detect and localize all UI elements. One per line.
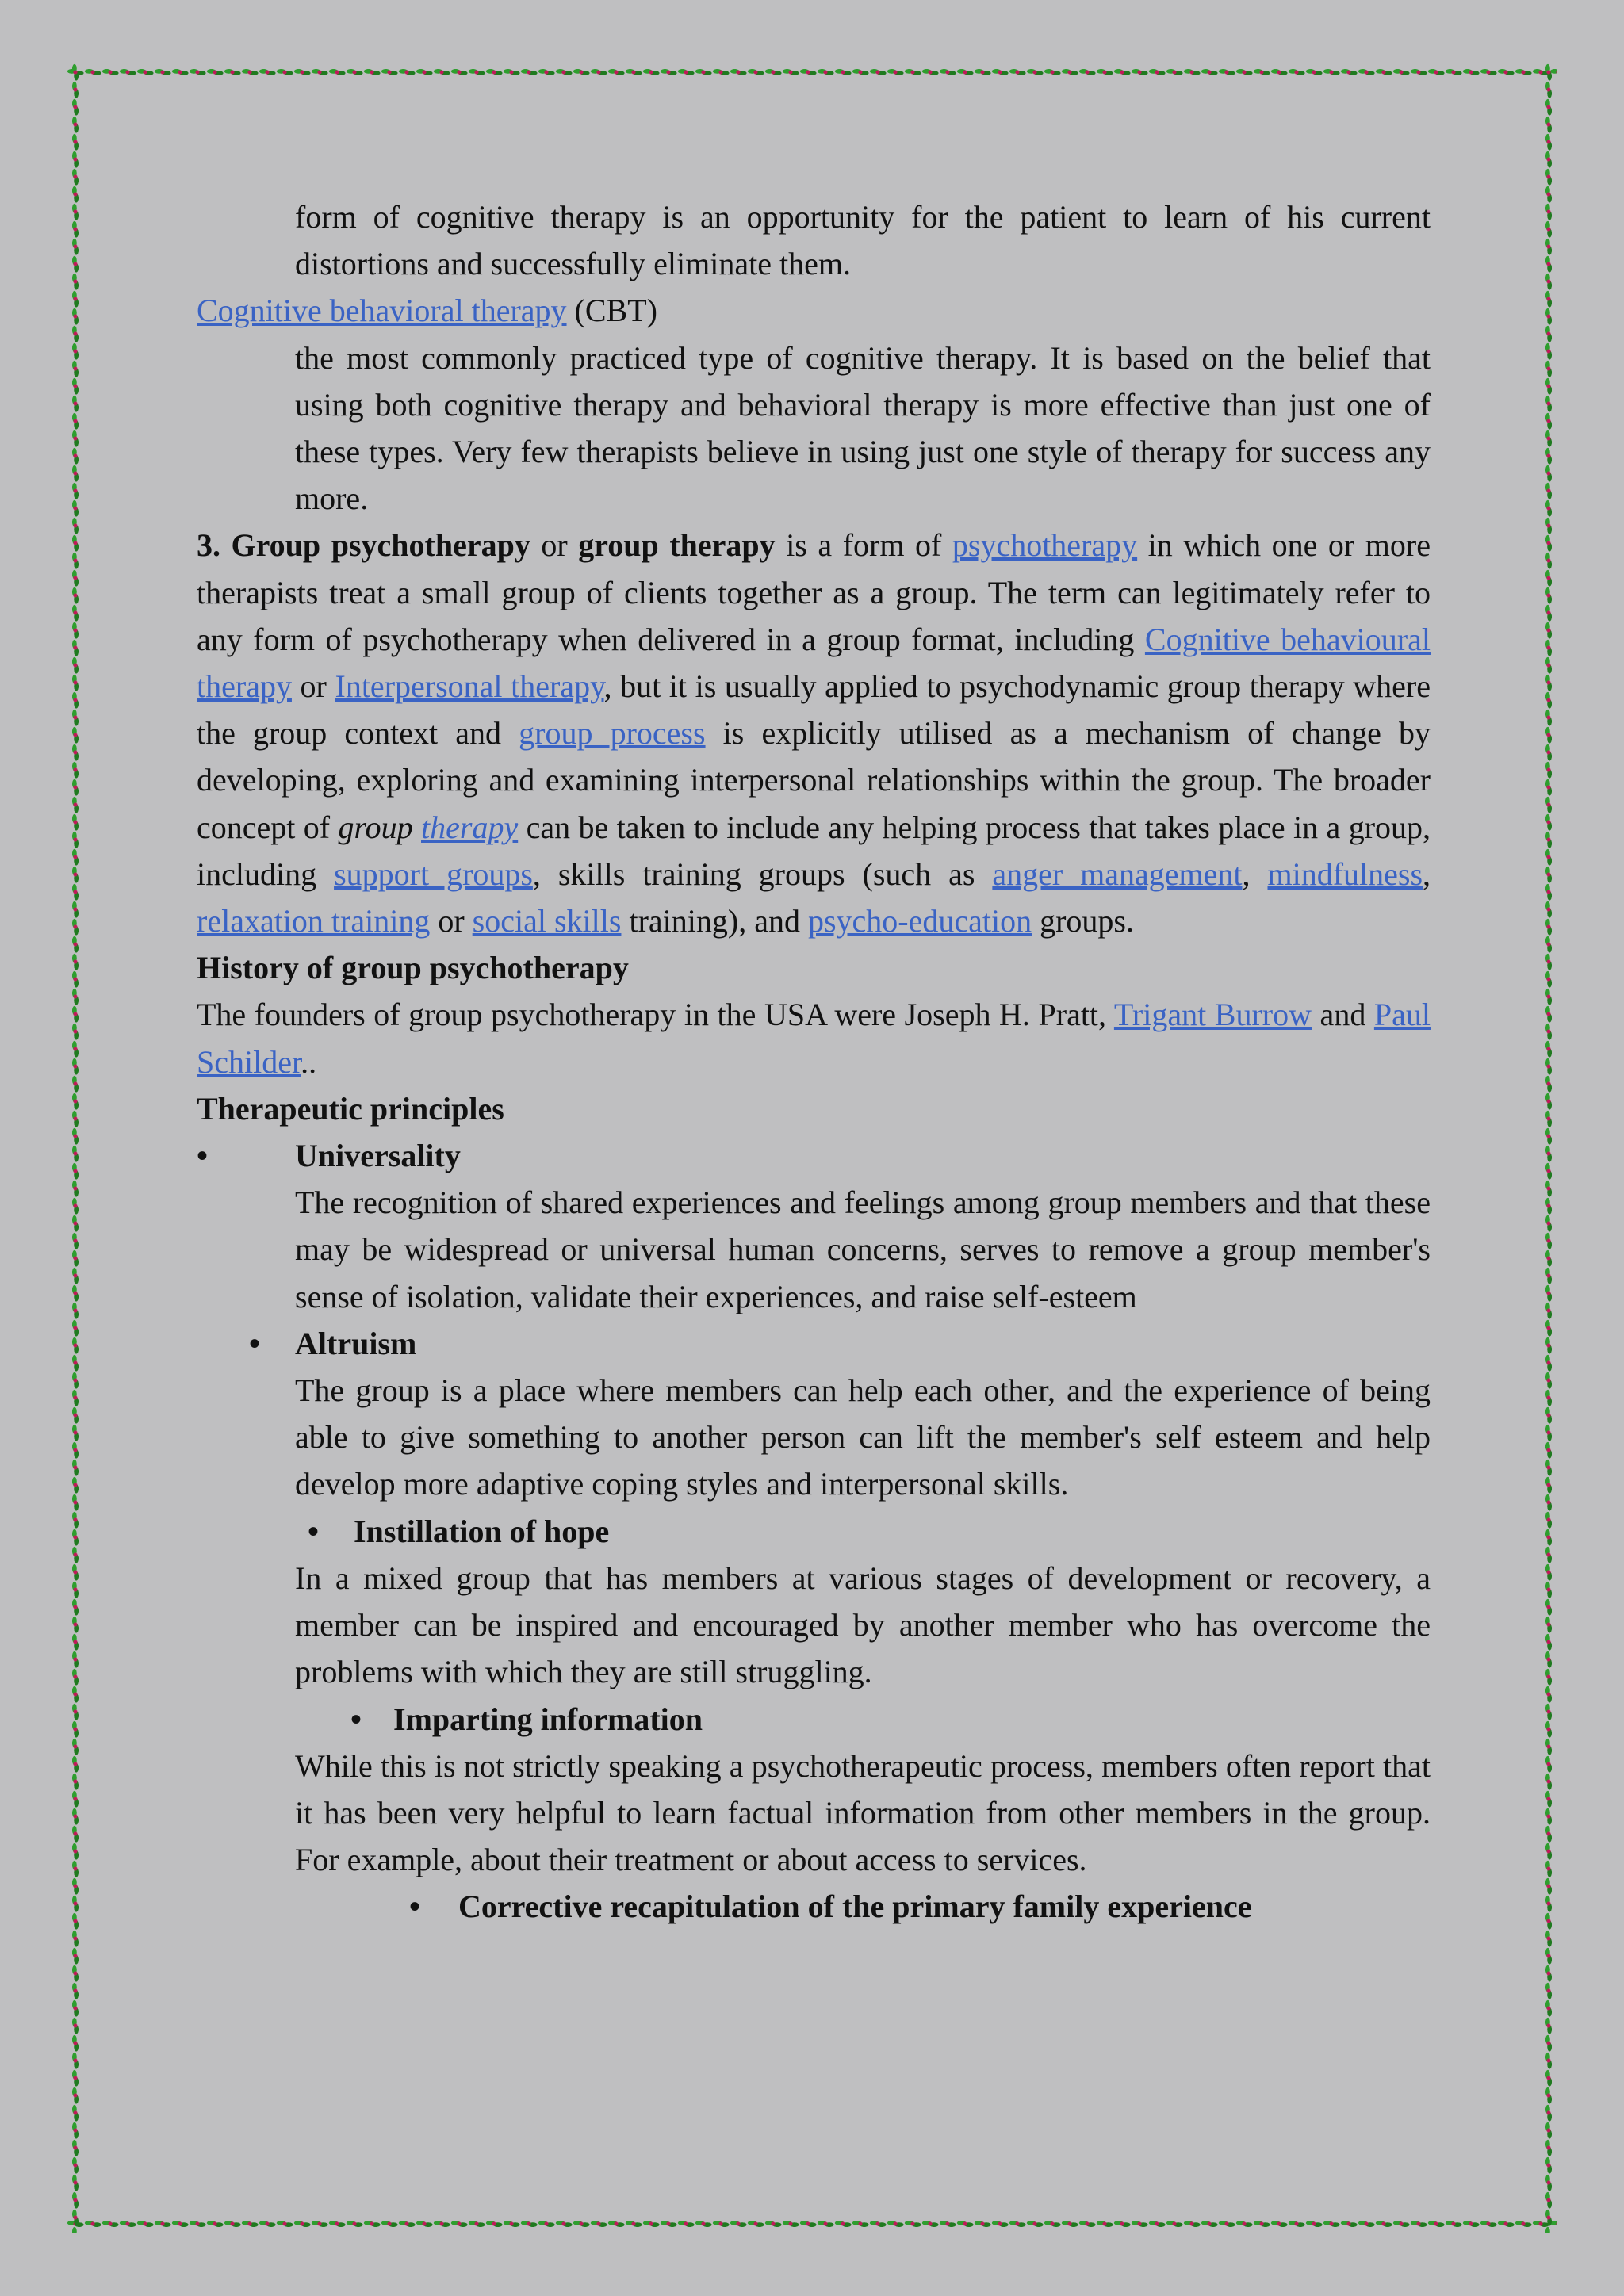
principle-title: Altruism [295, 1325, 417, 1361]
bullet-icon: • [409, 1888, 421, 1925]
principle-universality [197, 1132, 1431, 1179]
principle-text: While this is not strictly speaking a psychotherapeutic process, members often report that it has been very helpful to learn factual information from other members in the group. For example, about their treatment or about access to services. [295, 1747, 1431, 1878]
heading-history: History of group psychotherapy [197, 950, 629, 986]
link-trigant-burrow[interactable]: Trigant Burrow [1113, 997, 1312, 1033]
border-right [1540, 63, 1557, 2233]
link-mindfulness[interactable]: mindfulness [1267, 855, 1423, 892]
link-paul-schilder[interactable]: Paul Schilder [197, 997, 1431, 1080]
paragraph-group-psychotherapy: 3. Group psychotherapy or group therapy is a form of psychotherapy in which one or more therapists treat a small group of clients together as a group. The term can legitimately refer to any form of psychotherapy when delivered in a group format, including Cognitive behavioural therapy or Interpersonal therapy, but it is usually applied to psychodynamic group therapy where the group context and group process is explicitly utilised as a mechanism of change by developing, exploring and examining interpersonal relationships within the group. The broader concept of group therapy can be taken to include any helping process that takes place in a group, including support groups, skills training groups (such as anger management, mindfulness, relaxation training or social skills training), and psycho-education groups. [197, 527, 1431, 939]
link-support-groups[interactable]: support groups [334, 855, 533, 892]
border-bottom [67, 2215, 1557, 2233]
principle-text: The group is a place where members can help each other, and the experience of being able to give something to another person can lift the member's self esteem and help develop more adaptive coping styles and interpersonal skills. [295, 1372, 1431, 1502]
paragraph-history: The founders of group psychotherapy in the USA were Joseph H. Pratt, Trigant Burrow and Paul Schilder.. [197, 997, 1431, 1080]
principle-text: In a mixed group that has members at various stages of development or recovery, a member can be inspired and encouraged by another member who has overcome the problems with which they are still struggling. [295, 1559, 1431, 1690]
cbt-suffix: (CBT) [566, 293, 657, 329]
principle-corrective-recapitulation [197, 1883, 1431, 1930]
principle-title: Imparting information [393, 1701, 703, 1737]
principle-title: Instillation of hope [354, 1513, 610, 1549]
principle-title: Corrective recapitulation of the primary family experience [458, 1888, 1252, 1925]
bullet-icon: • [197, 1138, 209, 1174]
link-psychotherapy[interactable]: psychotherapy [952, 527, 1138, 564]
paragraph-cognitive-therapy-end: form of cognitive therapy is an opportunity for the patient to learn of his current distortions and successfully eliminate them. [295, 199, 1431, 282]
bullet-icon: • [308, 1513, 320, 1549]
link-social-skills[interactable]: social skills [472, 903, 622, 939]
document-body [197, 193, 1431, 1931]
link-relaxation-training[interactable]: relaxation training [197, 903, 431, 939]
border-left [67, 63, 84, 2233]
link-therapy[interactable]: therapy [421, 809, 519, 845]
link-cognitive-behavioral-therapy[interactable]: Cognitive behavioral therapy [197, 293, 567, 329]
link-psycho-education[interactable]: psycho-education [807, 903, 1032, 939]
cbt-heading [197, 287, 1431, 334]
principle-text: The recognition of shared experiences and feelings among group members and that these may be widespread or universal human concerns, serves to remove a group member's sense of isolation, validate their experiences, and raise self-esteem [295, 1184, 1431, 1314]
link-group-process[interactable]: group process [519, 715, 706, 752]
principle-title: Universality [295, 1138, 461, 1174]
link-anger-management[interactable]: anger management [992, 855, 1243, 892]
paragraph-cbt: the most commonly practiced type of cognitive therapy. It is based on the belief that using both cognitive therapy and behavioral therapy is more effective than just one of these types. Very few therapists believe in using just one style of therapy for success any more. [295, 339, 1431, 517]
principle-altruism [197, 1320, 1431, 1367]
bullet-icon: • [350, 1701, 362, 1737]
bullet-icon: • [249, 1325, 261, 1361]
heading-therapeutic-principles: Therapeutic principles [197, 1090, 504, 1127]
principle-instillation-of-hope [197, 1508, 1431, 1555]
border-top [67, 63, 1557, 81]
principle-imparting-information [197, 1696, 1431, 1743]
link-cognitive-behavioural-therapy[interactable]: Cognitive behavioural therapy [197, 621, 1431, 705]
link-interpersonal-therapy[interactable]: Interpersonal therapy [335, 668, 604, 705]
